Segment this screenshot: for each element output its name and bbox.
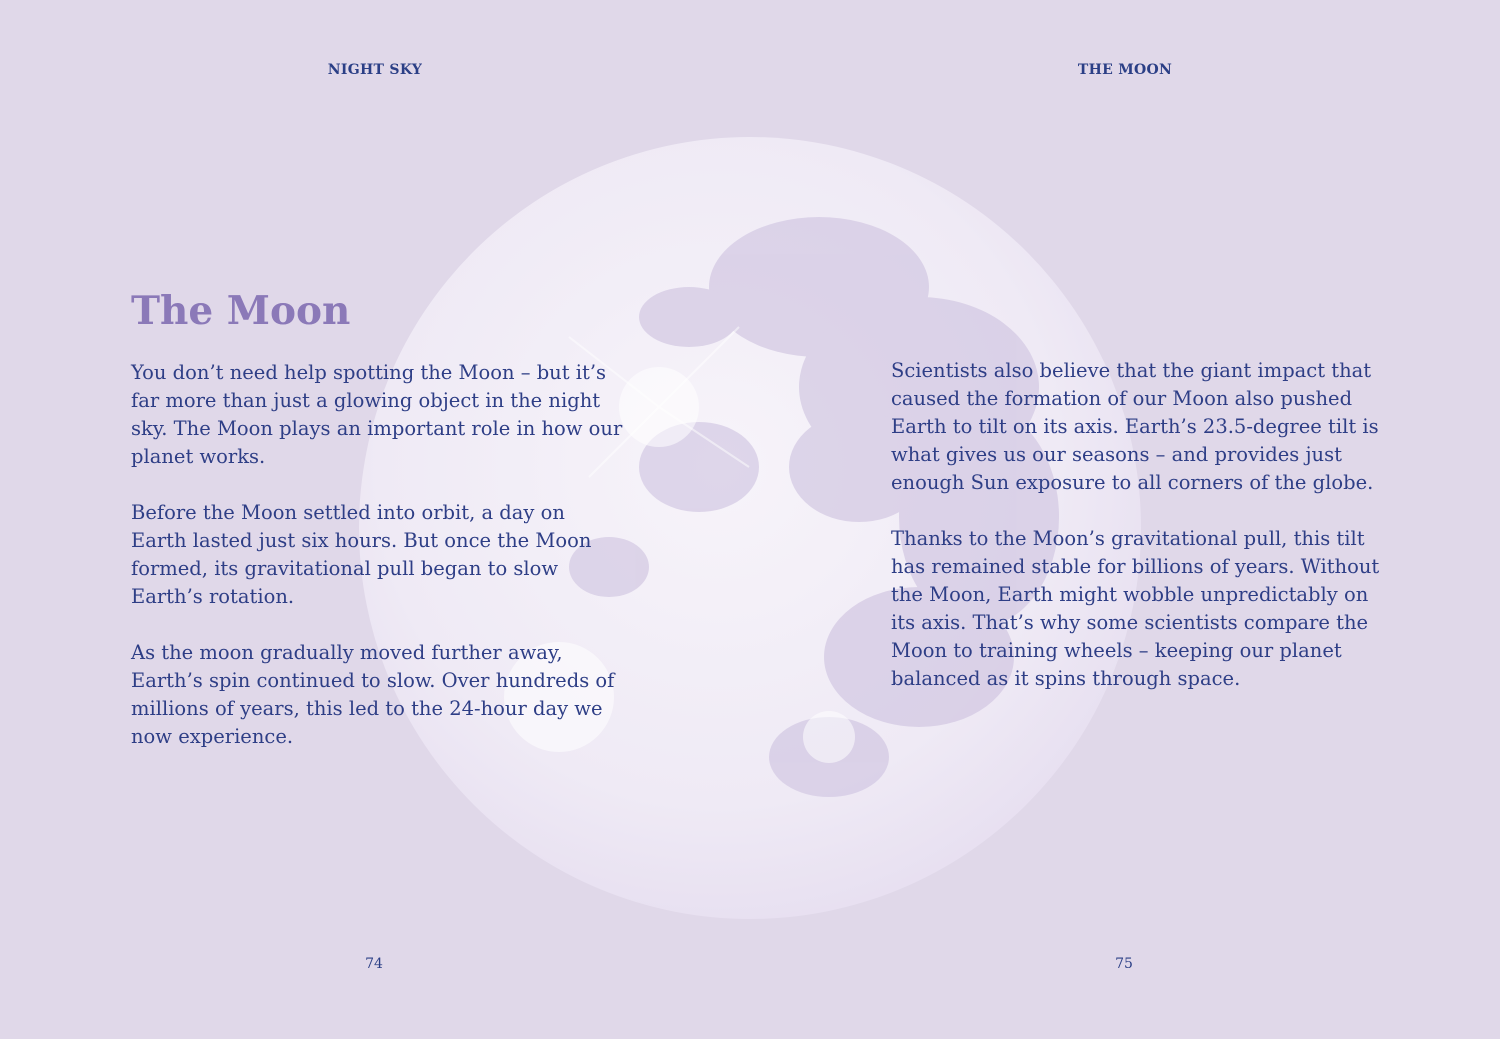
page-title: The Moon	[131, 288, 351, 334]
paragraph: You don’t need help spotting the Moon – but it’s far more than just a glowing object in the night sky. The Moon plays an important role in how our planet works.	[131, 361, 623, 468]
running-head-left: NIGHT SKY	[327, 62, 423, 78]
page-number-left: 74	[365, 956, 383, 972]
page-number-right: 75	[1115, 956, 1133, 972]
paragraph: Thanks to the Moon’s gravitational pull, this tilt has remained stable for billions of years. Without the Moon, Earth might wobble unpredictably on its axis. That’s why some scientists compare the Moon to training wheels – keeping our planet balanced as it spins through space.	[891, 527, 1380, 690]
paragraph: Before the Moon settled into orbit, a day on Earth lasted just six hours. But once the Moon formed, its gravitational pull began to slow Earth’s rotation.	[131, 501, 592, 608]
running-head-right: THE MOON	[1077, 62, 1173, 78]
right-column-text	[891, 357, 1386, 721]
left-column-text	[131, 359, 626, 779]
paragraph: Scientists also believe that the giant impact that caused the formation of our Moon also pushed Earth to tilt on its axis. Earth’s 23.5-degree tilt is what gives us our seasons – and provides just enough Sun exposure to all corners of the globe.	[891, 359, 1379, 494]
paragraph: As the moon gradually moved further away, Earth’s spin continued to slow. Over hundreds of millions of years, this led to the 24-hour day we now experience.	[131, 641, 615, 748]
